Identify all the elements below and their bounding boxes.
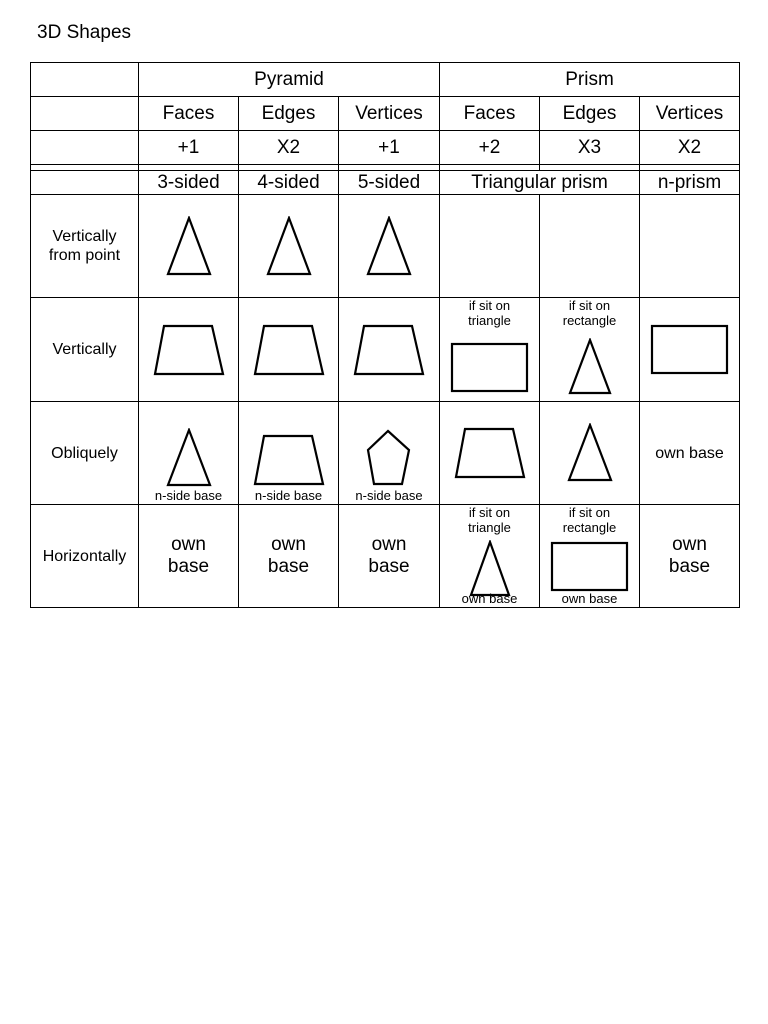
row-label-vertically: Vertically — [31, 298, 139, 402]
triangle-shape — [467, 540, 513, 598]
own-base-label: own base — [339, 505, 440, 608]
note-own-base: own base — [561, 591, 618, 606]
note-if-sit-on-triangle: if sit on triangle — [468, 505, 511, 535]
note-n-side-base: n-side base — [254, 488, 323, 503]
page-title: 3D Shapes — [37, 22, 132, 43]
shape-cell — [440, 298, 540, 402]
own-base-label: own base — [640, 402, 740, 505]
trapezoid-shape — [152, 324, 226, 376]
own-base-label: own base — [640, 505, 740, 608]
shape-cell — [339, 298, 440, 402]
note-if-sit-on-rectangle: if sit on rectangle — [562, 505, 617, 535]
triangle-shape — [264, 216, 314, 276]
pyramid-header: Pyramid — [139, 63, 440, 97]
pentagon-shape — [365, 429, 413, 487]
own-base-label: own base — [239, 505, 339, 608]
rule-cell: +2 — [440, 131, 540, 165]
triangle-shape — [565, 423, 615, 483]
shape-cell — [239, 195, 339, 298]
trapezoid-shape — [252, 434, 326, 486]
shape-cell — [440, 402, 540, 505]
shape-cell — [239, 402, 339, 505]
row-label-vertically-from-point: Vertically from point — [31, 195, 139, 298]
column-header: Faces — [440, 97, 540, 131]
rule-cell: X2 — [640, 131, 740, 165]
shape-cell — [339, 195, 440, 298]
note-if-sit-on-rectangle: if sit on rectangle — [562, 298, 617, 328]
blank-cell — [31, 171, 139, 195]
column-header: Vertices — [339, 97, 440, 131]
rule-cell: X3 — [540, 131, 640, 165]
subheader-3-sided: 3-sided — [139, 171, 239, 195]
note-own-base: own base — [461, 591, 518, 606]
shape-cell — [139, 402, 239, 505]
triangle-shape — [364, 216, 414, 276]
prism-header: Prism — [440, 63, 740, 97]
triangle-shape — [164, 428, 214, 488]
triangle-shape — [565, 338, 615, 396]
shape-cell — [339, 402, 440, 505]
shape-cell — [139, 298, 239, 402]
shape-cell — [139, 195, 239, 298]
shape-cell — [440, 505, 540, 608]
trapezoid-shape — [352, 324, 426, 376]
note-if-sit-on-triangle: if sit on triangle — [468, 298, 511, 328]
rectangle-shape — [550, 541, 630, 593]
subheader-4-sided: 4-sided — [239, 171, 339, 195]
shape-cell — [540, 505, 640, 608]
subheader-5-sided: 5-sided — [339, 171, 440, 195]
note-n-side-base: n-side base — [154, 488, 223, 503]
column-header: Faces — [139, 97, 239, 131]
corner-cell — [31, 63, 139, 97]
triangle-shape — [164, 216, 214, 276]
shapes-table — [30, 62, 740, 608]
trapezoid-shape — [453, 427, 527, 479]
row-label-obliquely: Obliquely — [31, 402, 139, 505]
rule-cell: X2 — [239, 131, 339, 165]
subheader-n-prism: n-prism — [640, 171, 740, 195]
subheader-triangular-prism: Triangular prism — [440, 171, 640, 195]
shape-cell — [540, 298, 640, 402]
empty-cell — [440, 195, 540, 298]
column-header: Edges — [540, 97, 640, 131]
trapezoid-shape — [252, 324, 326, 376]
rectangle-shape — [650, 324, 730, 376]
blank-cell — [31, 131, 139, 165]
empty-cell — [540, 195, 640, 298]
rule-cell: +1 — [339, 131, 440, 165]
empty-cell — [640, 195, 740, 298]
own-base-label: own base — [139, 505, 239, 608]
column-header: Edges — [239, 97, 339, 131]
note-n-side-base: n-side base — [355, 488, 423, 503]
rectangle-shape — [450, 342, 530, 394]
row-label-horizontally: Horizontally — [31, 505, 139, 608]
shape-cell — [640, 298, 740, 402]
blank-cell — [31, 97, 139, 131]
shape-cell — [540, 402, 640, 505]
shape-cell — [239, 298, 339, 402]
rule-cell: +1 — [139, 131, 239, 165]
column-header: Vertices — [640, 97, 740, 131]
